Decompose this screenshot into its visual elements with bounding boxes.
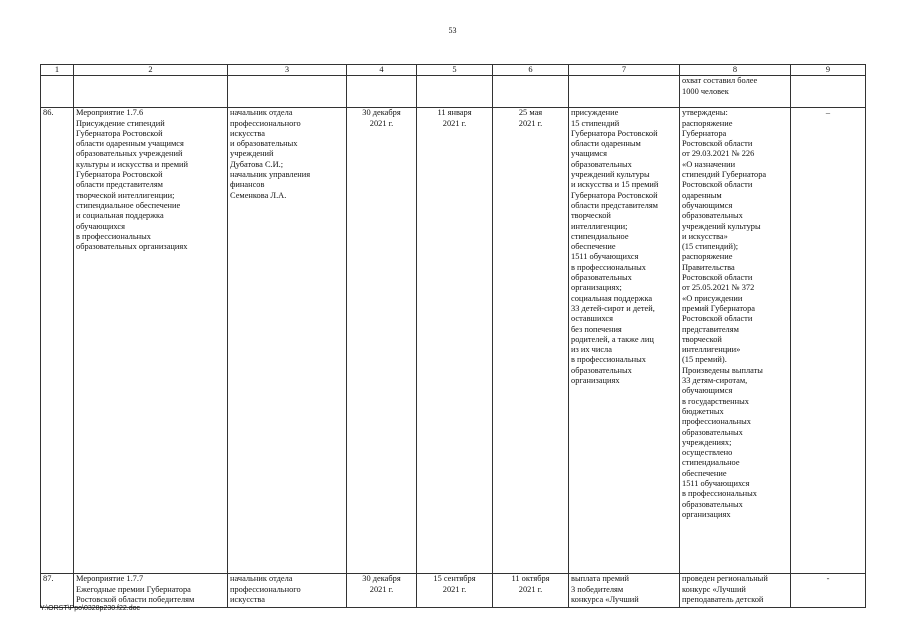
event-cell: Мероприятие 1.7.7 Ежегодные премии Губернатора Ростовской области победителям [74,574,228,608]
responsible-cell: начальник отдела профессионального искусства [228,574,347,608]
column-number: 5 [417,65,493,76]
actual-result-cell: утверждены: распоряжение Губернатора Ростовской области от 29.03.2021 № 226 «О назначении стипендий Губернатора Ростовской области одаренным обучающимся образовательных учреждений культуры и искусства» (15 стипендий); распоряжение Правительства Ростовской области от 25.05.2021 № 372 «О присуждении премий Губернатора Ростовской области представителям творческой интеллигенции» (15 премий). Произведены выплаты 33 детям-сиротам, обучающимся в государственных бюджетных профессиональных образовательных учреждениях; осуществлено стипендиальное обеспечение 1511 обучающихся в профессиональных образовательных организациях [680,108,791,574]
date-fact-cell: 11 октября 2021 г. [493,574,569,608]
responsible-cell [228,76,347,108]
event-cell [74,76,228,108]
table-row [41,108,866,574]
note-cell [791,76,866,108]
column-number: 8 [680,65,791,76]
note-cell: - [791,574,866,608]
expected-result-cell [569,76,680,108]
column-number: 6 [493,65,569,76]
expected-result-cell: присуждение 15 стипендий Губернатора Ростовской области одаренным учащимся образовательных учреждений культуры и искусства и 15 премий Губернатора Ростовской области представителям творческой интеллигенции; стипендиальное обеспечение 1511 обучающихся в профессиональных образовательных организациях; социальная поддержка 33 детей-сирот и детей, оставшихся без попечения родителей, а также лиц из их числа в профессиональных образовательных организациях [569,108,680,574]
date-fact-cell: 25 мая 2021 г. [493,108,569,574]
date-end-cell [417,76,493,108]
column-number: 2 [74,65,228,76]
row-number-cell [41,76,74,108]
column-number: 3 [228,65,347,76]
date-fact-cell [493,76,569,108]
note-cell: – [791,108,866,574]
page-number: 53 [448,26,457,35]
actual-result-cell: проведен региональный конкурс «Лучший преподаватель детской [680,574,791,608]
date-end-cell: 15 сентября 2021 г. [417,574,493,608]
responsible-cell: начальник отдела профессионального искусства и образовательных учреждений Дубатова С.И.; начальник управления финансов Семенкова Л.А. [228,108,347,574]
expected-result-cell: выплата премий 3 победителям конкурса «Лучший [569,574,680,608]
file-path-footer: Y:\ORST\Ppo\0328p230.f22.doc [40,605,141,612]
column-number-row [41,65,866,76]
table-row [41,574,866,608]
date-start-cell: 30 декабря 2021 г. [347,108,417,574]
continuation-row [41,76,866,108]
column-number: 1 [41,65,74,76]
row-number-cell: 86. [41,108,74,574]
date-start-cell [347,76,417,108]
column-number: 4 [347,65,417,76]
row-number-cell: 87. [41,574,74,608]
actual-result-cell: охват составил более 1000 человек [680,76,791,108]
date-start-cell: 30 декабря 2021 г. [347,574,417,608]
column-number: 7 [569,65,680,76]
date-end-cell: 11 января 2021 г. [417,108,493,574]
event-cell: Мероприятие 1.7.6 Присуждение стипендий Губернатора Ростовской области одаренным учащимся образовательных учреждений культуры и искусства и премий Губернатора Ростовской области представителям творческой интеллигенции; стипендиальное обеспечение и социальная поддержка обучающихся в профессиональных образовательных организациях [74,108,228,574]
column-number: 9 [791,65,866,76]
report-table [40,64,866,608]
